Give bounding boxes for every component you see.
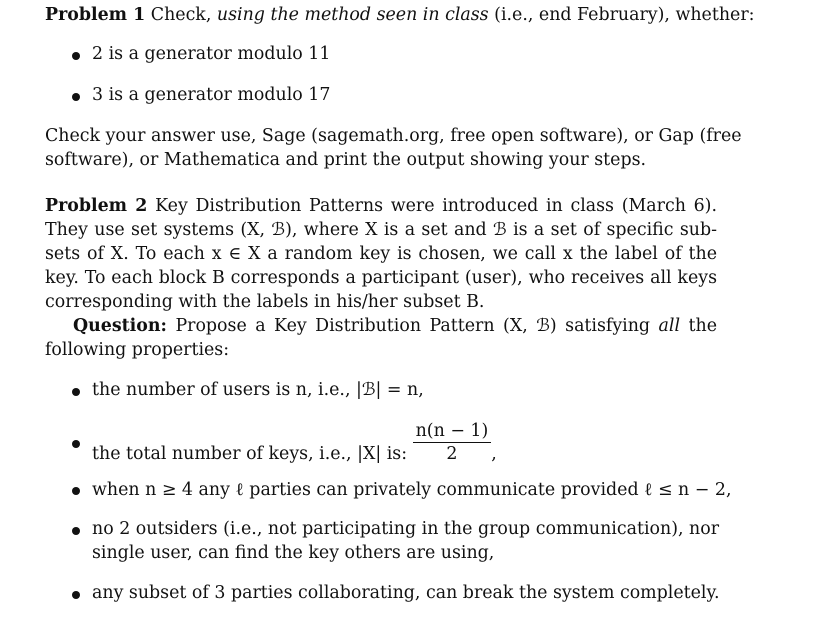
bullet-icon <box>72 487 80 495</box>
problem1-intro-pre: Check, <box>150 5 217 25</box>
problem1-intro-italic: using the method seen in class <box>216 5 489 25</box>
property-private-communication: when n ≥ 4 any ℓ parties can privately communicate provided ℓ ≤ n − 2, <box>92 480 732 500</box>
property-keys-text: the total number of keys, i.e., |X| is: <box>92 444 408 464</box>
bullet-icon <box>72 440 80 448</box>
fraction <box>413 420 492 465</box>
problem2-question-line-2: following properties: <box>45 340 230 360</box>
question-text-b: the <box>680 316 718 336</box>
property-outsiders-line-2: single user, can find the key others are using, <box>92 543 495 563</box>
problem1-intro <box>45 5 755 25</box>
question-label: Question: <box>73 316 167 336</box>
problem2-line-1-text: Key Distribution Patterns were introduced in class (March 6). <box>155 196 717 216</box>
bullet-icon <box>72 52 80 60</box>
problem2-line-2: They use set systems (X, ℬ), where X is a set and ℬ is a set of specific sub- <box>45 220 717 240</box>
problem1-item-2: 3 is a generator modulo 17 <box>92 85 331 105</box>
question-text-a: Propose a Key Distribution Pattern (X, ℬ) satisfying <box>175 316 659 336</box>
bullet-icon <box>72 527 80 535</box>
property-keys-tail: , <box>491 444 497 464</box>
property-keys <box>92 420 497 465</box>
property-break-system: any subset of 3 parties collaborating, can break the system completely. <box>92 583 720 603</box>
problem2-line-5: corresponding with the labels in his/her subset B. <box>45 292 485 312</box>
problem2-line-1 <box>45 196 717 216</box>
bullet-icon <box>72 388 80 396</box>
bullet-icon <box>72 93 80 101</box>
problem1-intro-post: (i.e., end February), whether: <box>488 5 755 25</box>
question-all: all <box>658 316 681 336</box>
problem2-question <box>73 316 717 336</box>
problem2-line-4: key. To each block B corresponds a participant (user), who receives all keys <box>45 268 717 288</box>
problem2-heading: Problem 2 <box>45 196 148 216</box>
fraction-denominator: 2 <box>413 442 492 465</box>
problem1-item-1: 2 is a generator modulo 11 <box>92 44 331 64</box>
fraction-numerator: n(n − 1) <box>415 421 489 441</box>
property-users: the number of users is n, i.e., |ℬ| = n, <box>92 380 424 400</box>
problem1-check-line-2: software), or Mathematica and print the output showing your steps. <box>45 150 647 170</box>
property-outsiders-line-1: no 2 outsiders (i.e., not participating in the group communication), nor <box>92 519 720 539</box>
problem1-check-line-1: Check your answer use, Sage (sagemath.org, free open software), or Gap (free <box>45 126 742 146</box>
bullet-icon <box>72 591 80 599</box>
problem1-heading: Problem 1 <box>45 5 146 25</box>
problem2-line-3: sets of X. To each x ∈ X a random key is chosen, we call x the label of the <box>45 244 717 264</box>
